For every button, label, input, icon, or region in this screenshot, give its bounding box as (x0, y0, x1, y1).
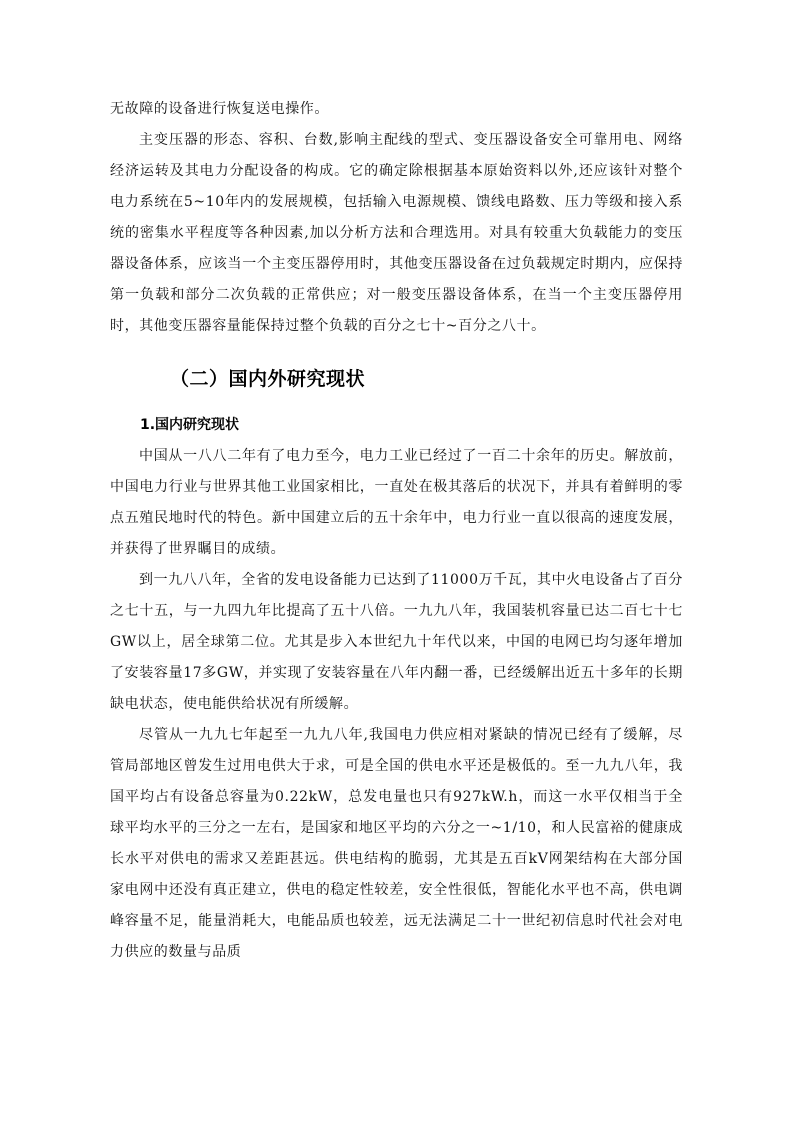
paragraph-continuation: 无故障的设备进行恢复送电操作。 (110, 101, 329, 117)
paragraph-capacity: 到一九八八年，全省的发电设备能力已达到了11000万千瓦，其中火电设备占了百分之七十五，与一九四九年比提高了五十八倍。一九九八年，我国装机容量已达二百七十七GW以上，居全球第二位。尤其是步入本世纪九十年代以来，中国的电网已均匀逐年增加了安装容量17多GW，并实现了安装容量在八年内翻一番，已经缓解出近五十多年的长期缺电状态，使电能供给状况有所缓解。 (110, 572, 683, 712)
subsection-heading: 1.国内研究现状 (140, 417, 240, 433)
section-heading: （二）国内外研究现状 (170, 368, 366, 390)
paragraph-supply: 尽管从一九九七年起至一九九八年,我国电力供应相对紧缺的情况已经有了缓解，尽管局部地区曾发生过用电供大于求，可是全国的供电水平还是极低的。至一九九八年，我国平均占有设备总容量为0.22kW，总发电量也只有927kW.h，而这一水平仅相当于全球平均水平的三分之一左右，是国家和地区平均的六分之一~1/10，和人民富裕的健康成长水平对供电的需求又差距甚远。供电结构的脆弱，尤其是五百kV网架结构在大部分国家电网中还没有真正建立，供电的稳定性较差，安全性很低，智能化水平也不高，供电调峰容量不足，能量消耗大，电能品质也较差，远无法满足二十一世纪初信息时代社会对电力供应的数量与品质 (110, 727, 683, 960)
paragraph-history: 中国从一八八二年有了电力至今，电力工业已经过了一百二十余年的历史。解放前，中国电力行业与世界其他工业国家相比，一直处在极其落后的状况下，并具有着鲜明的零点五殖民地时代的特色。新中国建立后的五十余年中，电力行业一直以很高的速度发展，并获得了世界瞩目的成绩。 (110, 448, 683, 557)
paragraph-transformer: 主变压器的形态、容积、台数,影响主配线的型式、变压器设备安全可靠用电、网络经济运转及其电力分配设备的构成。它的确定除根据基本原始资料以外,还应该针对整个电力系统在5~10年内的发展规模，包括输入电源规模、馈线电路数、压力等级和接入系统的密集水平程度等各种因素,加以分析方法和合理选用。对具有较重大负载能力的变压器设备体系，应该当一个主变压器停用时，其他变压器设备在过负载规定时期内，应保持第一负载和部分二次负载的正常供应；对一般变压器设备体系，在当一个主变压器停用时，其他变压器容量能保持过整个负载的百分之七十~百分之八十。 (110, 132, 683, 334)
